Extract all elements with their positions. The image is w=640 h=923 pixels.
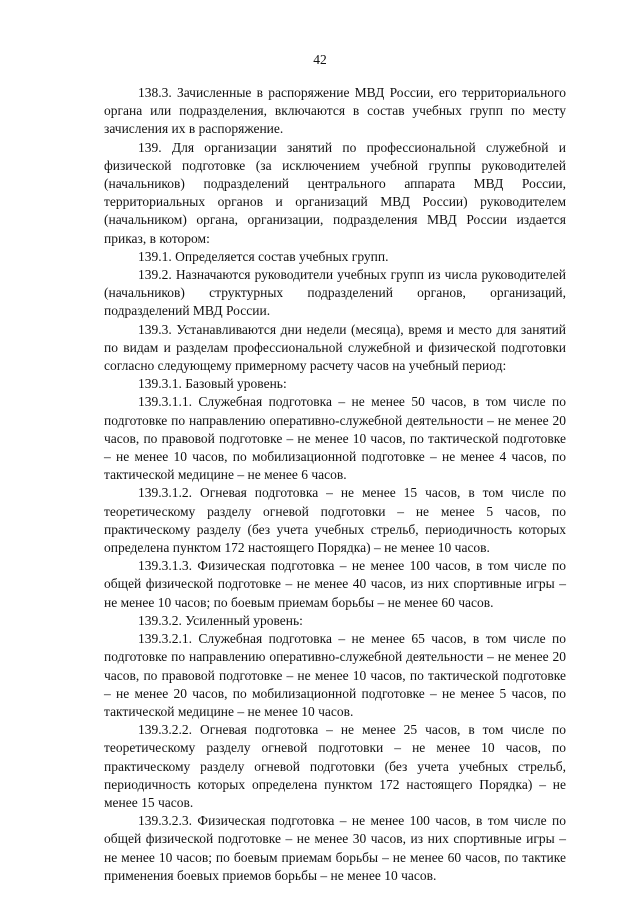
paragraph-139-3-2-3: 139.3.2.3. Физическая подготовка – не менее 100 часов, в том числе по общей физической подготовке – не менее 30 часов, из них спортивные игры – не менее 10 часов; по боевым приемам борьбы – не менее 60 часов, по тактике применения боевых приемов борьбы – не менее 10 часов. [104,813,566,883]
paragraph-139-1: 139.1. Определяется состав учебных групп. [138,248,389,264]
paragraph-139-3-2: 139.3.2. Усиленный уровень: [138,612,303,628]
paragraph-138-3: 138.3. Зачисленные в распоряжение МВД России, его территориального органа или подразделения, включаются в состав учебных групп по месту зачисления их в распоряжение. [104,85,566,137]
paragraph-139-3-1-3: 139.3.1.3. Физическая подготовка – не менее 100 часов, в том числе по общей физической подготовке – не менее 40 часов, из них спортивные игры – не менее 10 часов; по боевым приемам борьбы – не менее 60 часов. [104,558,566,610]
paragraph-139-3-2-2: 139.3.2.2. Огневая подготовка – не менее 25 часов, в том числе по теоретическому разделу огневой подготовки – не менее 10 часов, по практическому разделу огневой подготовки (без учета учебных стрельб, периодичность которых определена пунктом 172 настоящего Порядка) – не менее 15 часов. [104,722,566,810]
paragraph-139: 139. Для организации занятий по профессиональной служебной и физической подготовке (за исключением учебной группы руководителей (начальников) подразделений центрального аппарата МВД России, территориальных органов и организаций МВД России) руководителем (начальником) органа, организации, подразделения МВД России издается приказ, в котором: [104,139,566,246]
paragraph-139-3-1-2: 139.3.1.2. Огневая подготовка – не менее 15 часов, в том числе по теоретическому разделу огневой подготовки – не менее 5 часов, по практическому разделу (без учета учебных стрельб, периодичность которых определена пунктом 172 настоящего Порядка) – не менее 10 часов. [104,485,566,556]
document-body [104,84,566,885]
paragraph-139-3-1-1: 139.3.1.1. Служебная подготовка – не менее 50 часов, в том числе по подготовке по направлению оперативно-служебной деятельности – не менее 20 часов, по правовой подготовке – не менее 10 часов, по тактической подготовке – не менее 10 часов, по мобилизационной подготовке – не менее 4 часов, по тактической медицине – не менее 6 часов. [104,394,566,483]
paragraph-139-3-2-1: 139.3.2.1. Служебная подготовка – не менее 65 часов, в том числе по подготовке по направлению оперативно-служебной деятельности – не менее 20 часов, по правовой подготовке – не менее 10 часов, по тактической подготовке – не менее 20 часов, по мобилизационной подготовке – не менее 5 часов, по тактической медицине – не менее 10 часов. [104,631,566,719]
paragraph-139-3: 139.3. Устанавливаются дни недели (месяца), время и место для занятий по видам и разделам профессиональной служебной и физической подготовки согласно следующему примерному расчету часов на учебный период: [104,321,566,374]
paragraph-139-3-1: 139.3.1. Базовый уровень: [138,376,287,392]
page-number: 42 [313,52,327,67]
paragraph-139-2: 139.2. Назначаются руководители учебных групп из числа руководителей (начальников) структурных подразделений органов, организаций, подразделений МВД России. [104,267,566,319]
